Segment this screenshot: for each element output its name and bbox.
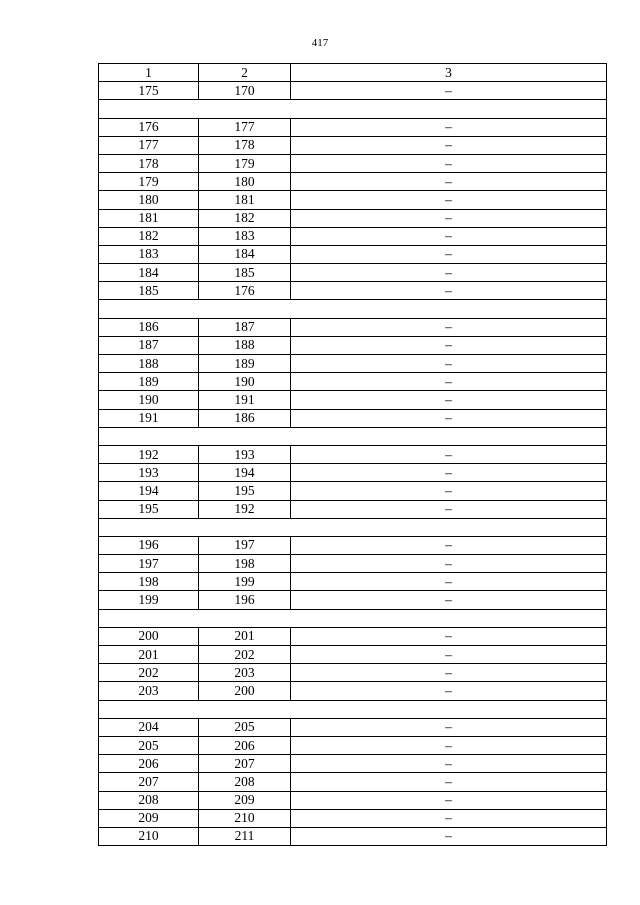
table-row	[99, 627, 607, 645]
cell-col-2: 198	[199, 555, 291, 573]
page-number: 417	[311, 37, 329, 49]
cell-col-1: 203	[99, 682, 199, 700]
cell-col-2: 191	[199, 391, 291, 409]
table-row	[99, 173, 607, 191]
table-row	[99, 82, 607, 100]
cell-col-3: –	[291, 736, 607, 754]
cell-col-3: –	[291, 791, 607, 809]
cell-col-1: 187	[99, 336, 199, 354]
table-row	[99, 555, 607, 573]
cell-col-2: 197	[199, 536, 291, 554]
table-row	[99, 227, 607, 245]
cell-col-1: 188	[99, 355, 199, 373]
cell-col-2: 170	[199, 82, 291, 100]
group-separator-row	[99, 609, 607, 627]
cell-col-1: 194	[99, 482, 199, 500]
cell-col-3: –	[291, 482, 607, 500]
cell-col-2: 206	[199, 736, 291, 754]
cell-col-2: 183	[199, 227, 291, 245]
table-row	[99, 264, 607, 282]
cell-col-3: –	[291, 646, 607, 664]
cell-col-3: –	[291, 391, 607, 409]
cell-col-3: –	[291, 555, 607, 573]
table-body	[99, 82, 607, 846]
cell-col-3: –	[291, 227, 607, 245]
cell-col-3: –	[291, 82, 607, 100]
cell-col-3: –	[291, 173, 607, 191]
cell-col-3: –	[291, 336, 607, 354]
cell-col-3: –	[291, 245, 607, 263]
cell-col-1: 206	[99, 755, 199, 773]
cell-col-3: –	[291, 573, 607, 591]
cell-col-3: –	[291, 409, 607, 427]
data-table	[98, 63, 607, 846]
table-row	[99, 355, 607, 373]
table-row	[99, 373, 607, 391]
cell-col-2: 179	[199, 154, 291, 172]
cell-col-1: 184	[99, 264, 199, 282]
cell-col-1: 179	[99, 173, 199, 191]
group-separator-row	[99, 300, 607, 318]
cell-col-1: 175	[99, 82, 199, 100]
table-row	[99, 282, 607, 300]
cell-col-2: 201	[199, 627, 291, 645]
table-row	[99, 809, 607, 827]
cell-col-3: –	[291, 318, 607, 336]
cell-col-1: 202	[99, 664, 199, 682]
table-row	[99, 718, 607, 736]
cell-col-2: 185	[199, 264, 291, 282]
table-row	[99, 736, 607, 754]
cell-col-3: –	[291, 136, 607, 154]
cell-col-1: 193	[99, 464, 199, 482]
cell-col-2: 211	[199, 827, 291, 845]
cell-col-2: 181	[199, 191, 291, 209]
cell-col-3: –	[291, 355, 607, 373]
table-row	[99, 191, 607, 209]
cell-col-2: 190	[199, 373, 291, 391]
cell-col-1: 207	[99, 773, 199, 791]
cell-col-2: 203	[199, 664, 291, 682]
cell-col-2: 192	[199, 500, 291, 518]
table-row	[99, 154, 607, 172]
cell-col-2: 196	[199, 591, 291, 609]
cell-col-2: 186	[199, 409, 291, 427]
cell-col-2: 208	[199, 773, 291, 791]
cell-col-3: –	[291, 809, 607, 827]
cell-col-1: 180	[99, 191, 199, 209]
separator-cell	[99, 700, 607, 718]
cell-col-2: 189	[199, 355, 291, 373]
cell-col-1: 182	[99, 227, 199, 245]
cell-col-1: 209	[99, 809, 199, 827]
cell-col-3: –	[291, 264, 607, 282]
cell-col-3: –	[291, 373, 607, 391]
cell-col-2: 202	[199, 646, 291, 664]
table-row	[99, 646, 607, 664]
cell-col-1: 181	[99, 209, 199, 227]
cell-col-2: 176	[199, 282, 291, 300]
group-separator-row	[99, 100, 607, 118]
cell-col-3: –	[291, 209, 607, 227]
cell-col-1: 176	[99, 118, 199, 136]
separator-cell	[99, 300, 607, 318]
cell-col-3: –	[291, 464, 607, 482]
table-row	[99, 209, 607, 227]
table-row	[99, 245, 607, 263]
table-row	[99, 755, 607, 773]
cell-col-3: –	[291, 664, 607, 682]
cell-col-2: 188	[199, 336, 291, 354]
cell-col-3: –	[291, 591, 607, 609]
cell-col-3: –	[291, 282, 607, 300]
cell-col-1: 199	[99, 591, 199, 609]
cell-col-3: –	[291, 118, 607, 136]
table-row	[99, 336, 607, 354]
cell-col-1: 192	[99, 445, 199, 463]
table-row	[99, 536, 607, 554]
separator-cell	[99, 427, 607, 445]
cell-col-1: 197	[99, 555, 199, 573]
table-row	[99, 827, 607, 845]
column-header-1: 1	[99, 64, 199, 82]
cell-col-2: 182	[199, 209, 291, 227]
cell-col-3: –	[291, 536, 607, 554]
cell-col-2: 195	[199, 482, 291, 500]
table-header-row	[99, 64, 607, 82]
cell-col-2: 210	[199, 809, 291, 827]
cell-col-2: 207	[199, 755, 291, 773]
column-header-2: 2	[199, 64, 291, 82]
cell-col-3: –	[291, 718, 607, 736]
cell-col-1: 185	[99, 282, 199, 300]
cell-col-3: –	[291, 445, 607, 463]
table-row	[99, 318, 607, 336]
cell-col-1: 208	[99, 791, 199, 809]
cell-col-2: 180	[199, 173, 291, 191]
table-row	[99, 573, 607, 591]
table-row	[99, 445, 607, 463]
cell-col-2: 209	[199, 791, 291, 809]
cell-col-2: 187	[199, 318, 291, 336]
cell-col-2: 205	[199, 718, 291, 736]
cell-col-1: 198	[99, 573, 199, 591]
cell-col-1: 204	[99, 718, 199, 736]
cell-col-1: 196	[99, 536, 199, 554]
cell-col-1: 190	[99, 391, 199, 409]
separator-cell	[99, 609, 607, 627]
cell-col-3: –	[291, 191, 607, 209]
cell-col-2: 193	[199, 445, 291, 463]
cell-col-2: 199	[199, 573, 291, 591]
group-separator-row	[99, 427, 607, 445]
table-row	[99, 136, 607, 154]
cell-col-1: 205	[99, 736, 199, 754]
cell-col-1: 178	[99, 154, 199, 172]
cell-col-3: –	[291, 682, 607, 700]
cell-col-1: 195	[99, 500, 199, 518]
group-separator-row	[99, 518, 607, 536]
separator-cell	[99, 100, 607, 118]
table-row	[99, 773, 607, 791]
cell-col-2: 178	[199, 136, 291, 154]
cell-col-1: 200	[99, 627, 199, 645]
table-row	[99, 118, 607, 136]
cell-col-3: –	[291, 755, 607, 773]
table-row	[99, 664, 607, 682]
separator-cell	[99, 518, 607, 536]
cell-col-1: 210	[99, 827, 199, 845]
cell-col-2: 194	[199, 464, 291, 482]
cell-col-2: 200	[199, 682, 291, 700]
cell-col-1: 186	[99, 318, 199, 336]
table-row	[99, 391, 607, 409]
table-row	[99, 464, 607, 482]
column-header-3: 3	[291, 64, 607, 82]
cell-col-3: –	[291, 773, 607, 791]
table-row	[99, 791, 607, 809]
table-row	[99, 482, 607, 500]
cell-col-3: –	[291, 827, 607, 845]
cell-col-1: 189	[99, 373, 199, 391]
table-row	[99, 682, 607, 700]
cell-col-3: –	[291, 500, 607, 518]
table-row	[99, 591, 607, 609]
cell-col-3: –	[291, 154, 607, 172]
cell-col-1: 201	[99, 646, 199, 664]
table-row	[99, 500, 607, 518]
cell-col-1: 191	[99, 409, 199, 427]
cell-col-2: 184	[199, 245, 291, 263]
cell-col-3: –	[291, 627, 607, 645]
cell-col-1: 183	[99, 245, 199, 263]
cell-col-2: 177	[199, 118, 291, 136]
cell-col-1: 177	[99, 136, 199, 154]
table-row	[99, 409, 607, 427]
group-separator-row	[99, 700, 607, 718]
